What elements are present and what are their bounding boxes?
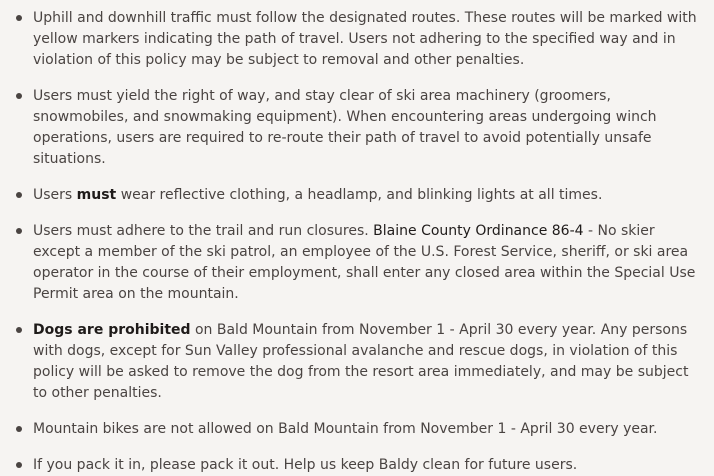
rule-text-pre: Users bbox=[33, 187, 77, 203]
rule-text: Users must yield the right of way, and stay clear of ski area machinery (groomers, snowmobiles, and snowmaking equipment). When encountering areas undergoing winch operations, users are required to re-route their path of travel to avoid potentially unsafe situations. bbox=[33, 88, 657, 167]
bullet-icon bbox=[16, 93, 22, 99]
rule-text: Mountain bikes are not allowed on Bald Mountain from November 1 - April 30 every year. bbox=[33, 421, 658, 437]
bullet-icon bbox=[16, 228, 22, 234]
bullet-icon bbox=[16, 15, 22, 21]
list-item-reflective-clothing bbox=[16, 185, 702, 206]
rule-text-pre: Users must adhere to the trail and run closures. bbox=[33, 223, 374, 239]
rule-text: Uphill and downhill traffic must follow the designated routes. These routes will be marked with yellow markers indicating the path of travel. Users not adhering to the specified way and in violation of this policy may be subject to removal and other penalties. bbox=[33, 10, 697, 68]
bullet-icon bbox=[16, 192, 22, 198]
rule-text-post: wear reflective clothing, a headlamp, and blinking lights at all times. bbox=[116, 187, 603, 203]
list-item-yield-right-of-way bbox=[16, 86, 702, 170]
bullet-icon bbox=[16, 426, 22, 432]
list-item-mountain-bikes bbox=[16, 419, 702, 440]
rule-text-post: on Bald Mountain from November 1 - April 30 every year. Any persons with dogs, except for Sun Valley professional avalanche and rescue dogs, in violation of this policy will be asked to remove the dog from the resort area immediately, and may be subject to other penalties. bbox=[33, 322, 689, 401]
rule-text: If you pack it in, please pack it out. Help us keep Baldy clean for future users. bbox=[33, 457, 578, 473]
list-item-closures bbox=[16, 221, 702, 305]
list-item-dogs-prohibited bbox=[16, 320, 702, 404]
bullet-icon bbox=[16, 327, 22, 333]
rule-emphasis: must bbox=[76, 187, 117, 203]
list-item-pack-it-out bbox=[16, 455, 702, 476]
bullet-icon bbox=[16, 462, 22, 468]
list-item-designated-routes bbox=[16, 8, 702, 71]
rule-text-post: - No skier except a member of the ski patrol, an employee of the U.S. Forest Service, sheriff, or ski area operator in the course of their employment, shall enter any closed area within the Special Use Permit area on the mountain. bbox=[33, 223, 696, 302]
ordinance-link[interactable]: Blaine County Ordinance 86-4 bbox=[373, 223, 584, 239]
rule-emphasis: Dogs are prohibited bbox=[33, 322, 191, 338]
